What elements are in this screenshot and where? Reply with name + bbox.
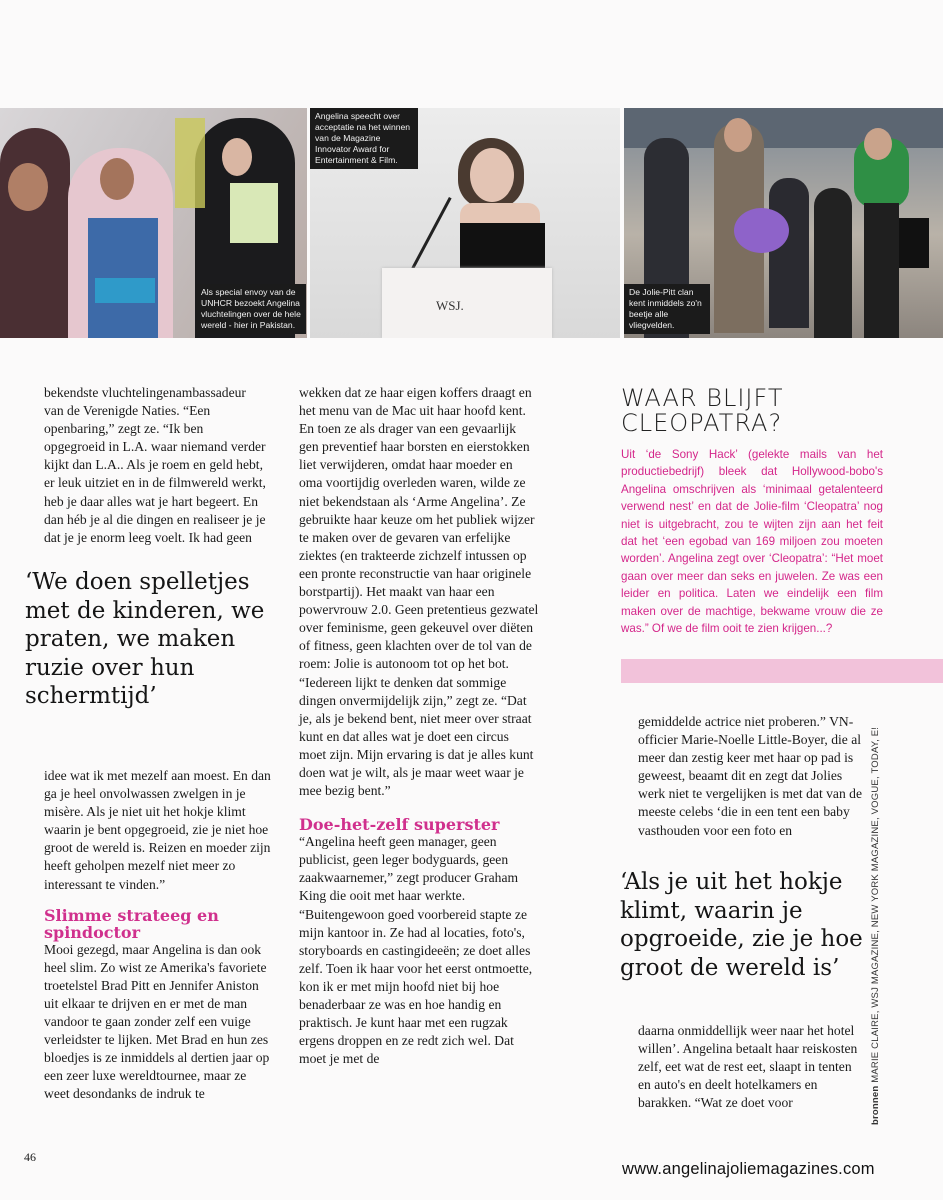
section-heading-strateeg: Slimme strateeg en spindoctor — [44, 905, 219, 942]
body-paragraph: wekken dat ze haar eigen koffers draagt en het menu van de Mac uit haar hoofd kent. En toen ze als drager van een gevaarlijk gen preventief haar borsten en eierstokken liet verwijderen, omdat haar moeder en oma voortijdig overleden waren, wilde ze niet bekendstaan als ‘Arme Angelina’. Ze gebruikte haar keuze om het publiek wijzer te maken over de gevaren van erfelijke ziektes (en trakteerde zichzelf intussen op een pronte reconstructie van haar originele borstpartij). Het maakt van haar een powervrouw 2.0. Geen pretentieus gezwatel over feminisme, geen gekeuvel over diëten of fitness, geen klachten over de tol van de roem: Jolie is autonoom tot op het bot. “Iedereen lijkt te denken dat sommige dingen onvermijdelijk zijn,” zegt ze. “Dat je, als je bekend bent, niet meer over straat kunt en dat alles wat je doet een circus moet zijn. Mijn ervaring is dat je alles kunt doen wat je wilt, als je maar weet waar je mee bezig bent.” — [299, 385, 539, 799]
page-number: 46 — [24, 1150, 36, 1164]
column-1-bottom — [44, 767, 274, 1104]
sidebar-title: WAAR BLIJFT CLEOPATRA? — [621, 384, 784, 437]
body-paragraph: Mooi gezegd, maar Angelina is dan ook heel slim. Zo wist ze Amerika's favoriete troetelstel Brad Pitt en Jennifer Aniston uit elkaar te drijven en er met de man vandoor te gaan zonder zelf een vuige verleidster te lijken. Met Brad en hun zes bloedjes is ze inmiddels al dertien jaar op een zeer luxe wereldtournee, maar ze weet desondanks de indruk te — [44, 941, 270, 1102]
photo-award-speech — [310, 108, 620, 338]
sources-credit — [870, 715, 881, 1125]
column-1-top — [44, 384, 266, 547]
section-heading-superster: Doe-het-zelf superster — [299, 815, 500, 835]
photo-caption-left: Als special envoy van de UNHCR bezoekt Angelina vluchtelingen over de hele wereld - hier in Pakistan. — [196, 284, 306, 334]
photo-caption-right: De Jolie-Pitt clan kent inmiddels zo'n beetje alle vliegvelden. — [624, 284, 710, 334]
body-paragraph: daarna onmiddellijk weer naar het hotel willen’. Angelina betaalt haar reiskosten zelf, eet wat de rest eet, slaapt in tenten en auto's en deelt hotelkamers en barakken. “Wat ze doet voor — [638, 1023, 858, 1111]
sources-list: MARIE CLAIRE, WSJ MAGAZINE, NEW YORK MAGAZINE, VOGUE, TODAY, E! — [870, 726, 881, 1083]
website-watermark: www.angelinajoliemagazines.com — [622, 1160, 875, 1178]
podium-logo: WSJ. — [436, 298, 464, 313]
column-2 — [299, 384, 539, 1068]
body-paragraph: gemiddelde actrice niet proberen.” VN-officier Marie-Noelle Little-Boyer, die al meer dan zestig keer met haar op pad is geweest, beaamt dit en zegt dat Jolies werk niet te vergelijken is met dat van de meeste celebs ‘die in een tent een baby vasthouden voor een foto en — [638, 714, 862, 838]
sidebar-body: Uit ‘de Sony Hack’ (gelekte mails van het productiebedrijf) bleek dat Hollywood-bobo's Angelina omschrijven als ‘minimaal getalenteerd verwend nest’ en dat de Jolie-film ‘Cleopatra’ nog niet is uitgebracht, zou te wijten zijn aan het feit dat het ‘een egobad van 169 miljoen zou moeten worden’. Angelina zegt over ‘Cleopatra’: “Het moet gaan over meer dan seks en juwelen. Ze was een leider en politica. Laten we eindelijk een film maken over de machtige, bekwame vrouw die ze was.” Of we de film ooit te zien krijgen...? — [621, 448, 883, 636]
photo-airport-family — [624, 108, 943, 338]
body-paragraph: idee wat ik met mezelf aan moest. En dan ga je heel onvolwassen zwelgen in je misère. Als je niet uit het hokje klimt waarin je bent opgegroeid, zie je niet hoe groot de wereld is. Reizen en moeder zijn heeft geholpen mezelf niet meer zo interessant te vinden.” — [44, 768, 271, 892]
pink-divider — [621, 659, 943, 683]
pull-quote-1: ‘We doen spelletjes met de kinderen, we praten, we maken ruzie over hun schermtijd’ — [25, 569, 265, 709]
pull-quote-2: ‘Als je uit het hokje klimt, waarin je opgroeide, zie je hoe groot de wereld is’ — [620, 869, 863, 981]
body-paragraph: bekendste vluchtelingenambassadeur van de Verenigde Naties. “Een openbaring,” zegt ze. “Ik ben opgegroeid in L.A. waar niemand verder kijkt dan L.A.. Als je roem en geld hebt, er leuk uitziet en in de filmwereld werkt, heb je daar alles wat je hart begeert. En dan héb je al die dingen en realiseer je je dat je je enorm leeg voelt. Ik had geen — [44, 385, 266, 545]
column-3-top — [638, 713, 866, 840]
photo-caption-middle: Angelina speecht over acceptatie na het winnen van de Magazine Innovator Award for Entertainment & Film. — [310, 108, 418, 169]
photo-refugees-pakistan — [0, 108, 307, 338]
sources-label: bronnen — [870, 1085, 881, 1125]
body-paragraph: “Angelina heeft geen manager, geen publicist, geen leger bodyguards, geen zaakwaarnemer,” zegt producer Graham King die ooit met haar werkte. “Buitengewoon goed voorbereid stapte ze mijn kantoor in. Ze had al locaties, foto's, storyboards en castingideeën; ze doet alles zelf. Toen ik haar voor het eerst ontmoette, kon ik er met mijn hoofd niet bij hoe benaderbaar ze was en hoe handig en praktisch. Je kunt haar met een rugzak ergens droppen en ze redt zich wel. Dat moet je met de — [299, 834, 533, 1067]
column-3-bottom — [638, 1022, 866, 1112]
